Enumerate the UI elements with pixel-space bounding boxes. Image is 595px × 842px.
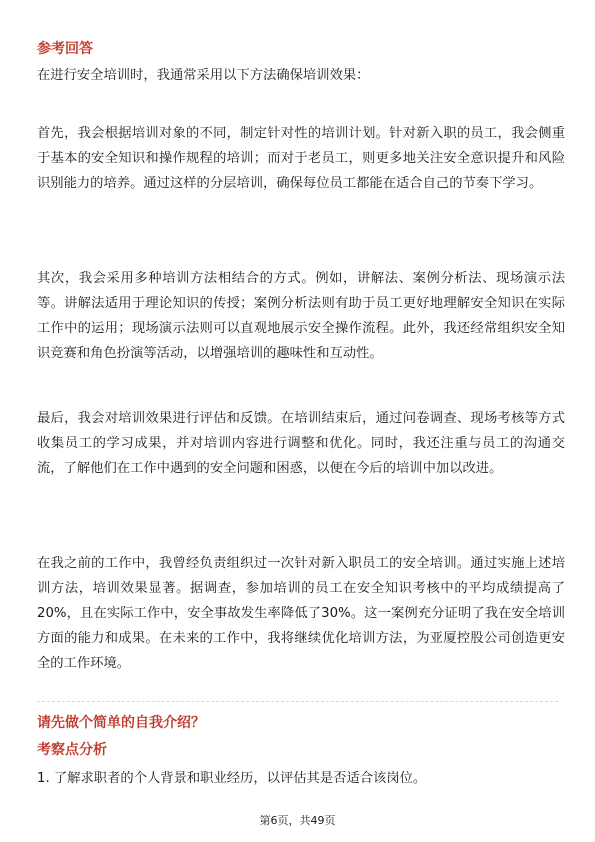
analysis-point-1: 1. 了解求职者的个人背景和职业经历，以评估其是否适合该岗位。 bbox=[37, 771, 427, 786]
answer-paragraph-2: 其次，我会采用多种培训方法相结合的方式。例如，讲解法、案例分析法、现场演示法等。讲解法适用于理论知识的传授；案例分析法则有助于员工更好地理解安全知识在实际工作中的运用；现场演示法则可以直观地展示安全操作流程。此外，我还经常组织安全知识竞赛和角色扮演等活动，以增强培训的趣味性和互动性。 bbox=[37, 271, 565, 361]
answer-paragraph-4: 在我之前的工作中，我曾经负责组织过一次针对新入职员工的安全培训。通过实施上述培训方法，培训效果显著。据调查，参加培训的员工在安全知识考核中的平均成绩提高了20%，且在实际工作中，安全事故发生率降低了30%。这一案例充分证明了我在安全培训方面的能力和成果。在未来的工作中，我将继续优化培训方法，为亚厦控股公司创造更安全的工作环境。 bbox=[37, 556, 565, 671]
page-number-footer: 第6页，共49页 bbox=[259, 814, 336, 827]
analysis-heading: 考察点分析 bbox=[37, 742, 107, 758]
answer-intro: 在进行安全培训时，我通常采用以下方法确保培训效果： bbox=[37, 68, 370, 83]
section-divider bbox=[37, 701, 558, 702]
reference-answer-heading: 参考回答 bbox=[37, 41, 93, 57]
question-title: 请先做个简单的自我介绍？ bbox=[37, 715, 205, 731]
answer-paragraph-3: 最后，我会对培训效果进行评估和反馈。在培训结束后，通过问卷调查、现场考核等方式收集员工的学习成果，并对培训内容进行调整和优化。同时，我还注重与员工的沟通交流，了解他们在工作中遇到的安全问题和困惑，以便在今后的培训中加以改进。 bbox=[37, 411, 565, 476]
answer-paragraph-1: 首先，我会根据培训对象的不同，制定针对性的培训计划。针对新入职的员工，我会侧重于基本的安全知识和操作规程的培训；而对于老员工，则更多地关注安全意识提升和风险识别能力的培养。通过这样的分层培训，确保每位员工都能在适合自己的节奏下学习。 bbox=[37, 126, 565, 191]
